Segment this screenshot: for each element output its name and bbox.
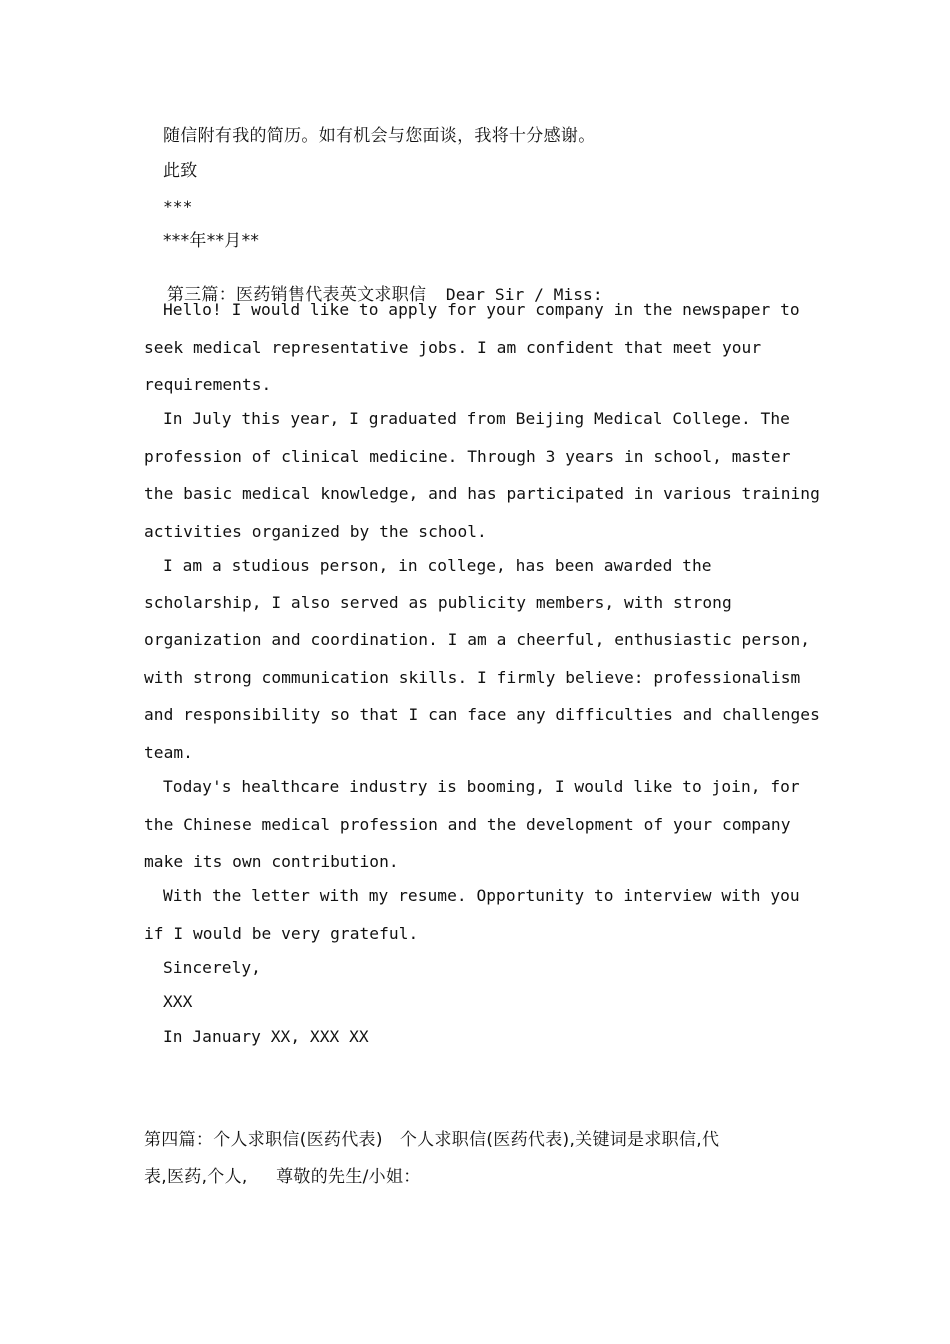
- section4-heading: 第四篇：个人求职信(医药代表) 个人求职信(医药代表),关键词是求职信,代: [144, 1130, 720, 1150]
- letter-line: if I would be very grateful.: [144, 924, 419, 943]
- section3-salutation: Dear Sir / Miss:: [445, 285, 603, 304]
- letter-line: the Chinese medical profession and the development of your company: [144, 815, 791, 834]
- letter-line: with strong communication skills. I firmly believe: professionalism: [144, 668, 801, 687]
- date-line: ***年**月**: [163, 231, 260, 251]
- section3-heading: 第三篇：医药销售代表英文求职信: [166, 285, 427, 305]
- resume-attached-line: 随信附有我的简历。如有机会与您面谈，我将十分感谢。: [163, 126, 596, 146]
- letter-date: In January XX, XXX XX: [163, 1027, 369, 1046]
- letter-line: activities organized by the school.: [144, 522, 487, 541]
- letter-line: Hello! I would like to apply for your company in the newspaper to: [163, 300, 800, 319]
- letter-line: make its own contribution.: [144, 852, 399, 871]
- signature-line: ***: [163, 197, 193, 216]
- letter-line: seek medical representative jobs. I am confident that meet your: [144, 338, 762, 357]
- letter-line: profession of clinical medicine. Through 3 years in school, master: [144, 447, 791, 466]
- sign-off: Sincerely,: [163, 958, 261, 977]
- letter-line: In July this year, I graduated from Beijing Medical College. The: [163, 409, 790, 428]
- letter-line: the basic medical knowledge, and has participated in various training: [144, 484, 820, 503]
- letter-line: organization and coordination. I am a cheerful, enthusiastic person,: [144, 630, 811, 649]
- letter-line: team.: [144, 743, 193, 762]
- letter-line: scholarship, I also served as publicity members, with strong: [144, 593, 732, 612]
- section4-keywords: 表,医药,个人, 尊敬的先生/小姐：: [144, 1167, 421, 1187]
- closing-line: 此致: [163, 161, 198, 181]
- letter-line: I am a studious person, in college, has been awarded the: [163, 556, 712, 575]
- letter-line: requirements.: [144, 375, 272, 394]
- letter-line: and responsibility so that I can face any difficulties and challenges: [144, 705, 820, 724]
- letter-line: With the letter with my resume. Opportunity to interview with you: [163, 886, 800, 905]
- letter-line: Today's healthcare industry is booming, I would like to join, for: [163, 777, 800, 796]
- sender-name: XXX: [163, 992, 193, 1011]
